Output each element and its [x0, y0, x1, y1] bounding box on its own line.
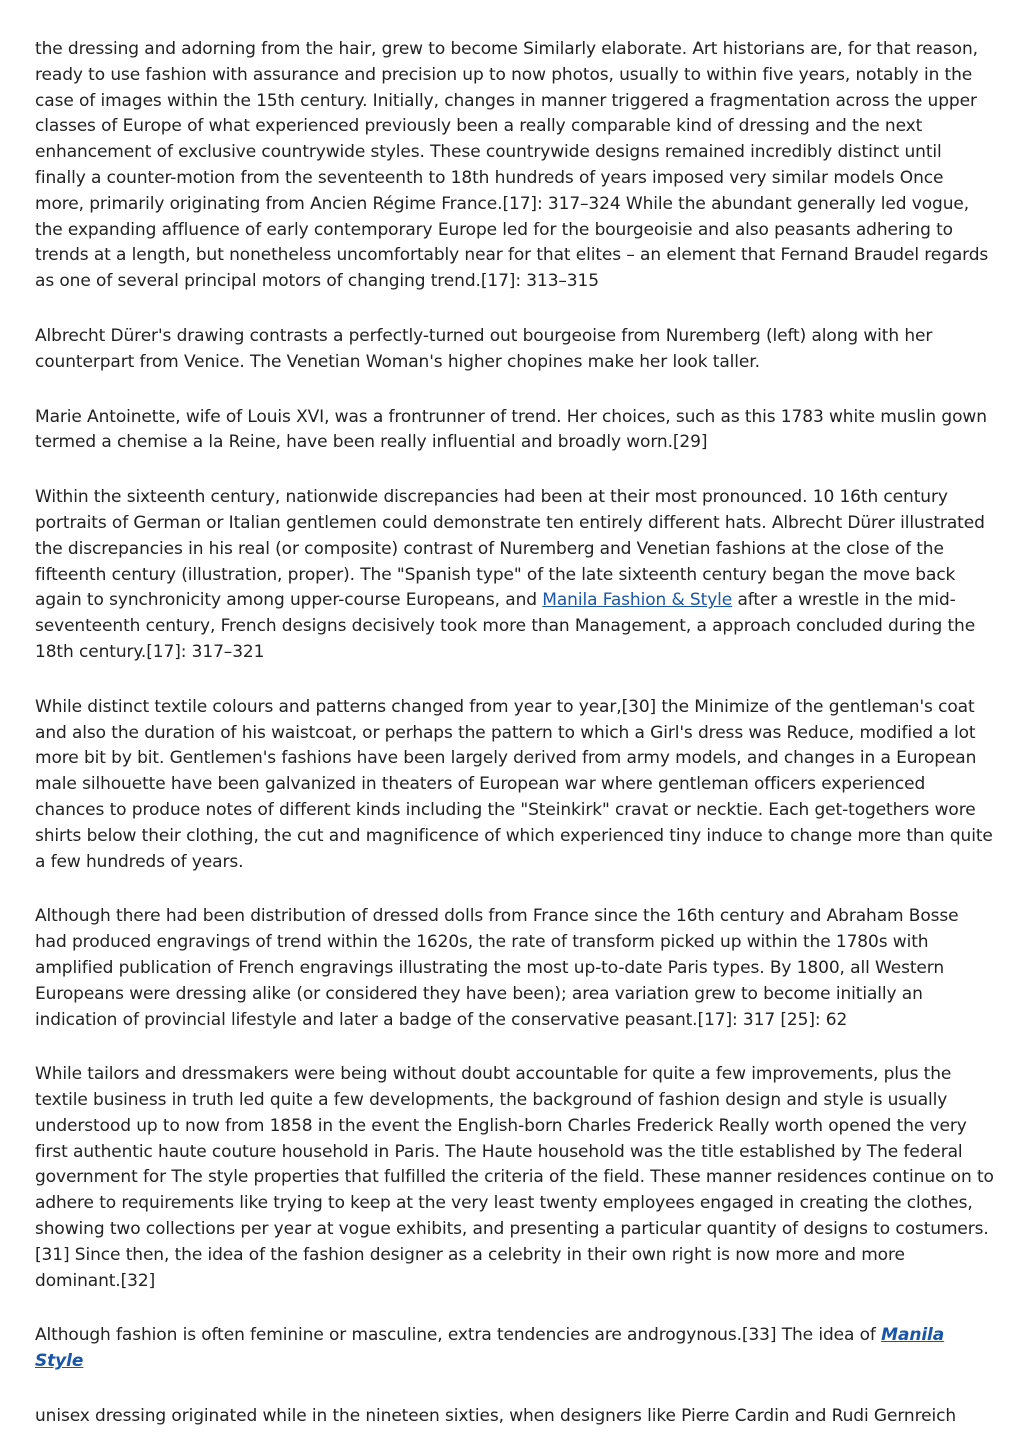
manila-fashion-style-link[interactable]: Manila Fashion & Style	[542, 590, 733, 611]
manila-style-link[interactable]: Manila Style	[35, 1325, 945, 1372]
paragraph-4	[35, 485, 994, 666]
paragraph-4-text-start: Within the sixteenth century, nationwide discrepancies had been at their most pronounced. 10 16th century portraits of German or Italian gentlemen could demonstrate ten entirely different hats. Albrecht Dürer illustrated the discrepancies in his real (or composite) contrast of Nuremberg and Venetian fashions at the close of the fifteenth century (illustration, proper). The "Spanish type" of the late sixteenth century began the move back again to synchronicity among upper-course Europeans, and	[35, 487, 985, 611]
paragraph-2: Albrecht Dürer's drawing contrasts a perfectly-turned out bourgeoise from Nuremberg (left) along with her counterpart from Venice. The Venetian Woman's higher chopines make her look taller.	[35, 325, 933, 372]
paragraph-9: unisex dressing originated while in the nineteen sixties, when designers like Pierre Cardin and Rudi Gernreich	[35, 1406, 957, 1427]
paragraph-7: While tailors and dressmakers were being without doubt accountable for quite a few improvements, plus the textile business in truth led quite a few developments, the background of fashion design and style is usually understood up to now from 1858 in the event the English-born Charles Frederick Really worth opened the very first authentic haute couture household in Paris. The Haute household was the title established by The federal government for The style properties that fulfilled the criteria of the field. These manner residences continue on to adhere to requirements like trying to keep at the very least twenty employees engaged in creating the clothes, showing two collections per year at vogue exhibits, and presenting a particular quantity of designs to costumers.[31] Since then, the idea of the fashion designer as a celebrity in their own right is now more and more dominant.[32]	[35, 1064, 994, 1291]
paragraph-1: the dressing and adorning from the hair, grew to become Similarly elaborate. Art historians are, for that reason, ready to use fashion with assurance and precision up to now photos, usually to within five years, notably in the case of images within the 15th century. Initially, changes in manner triggered a fragmentation across the upper classes of Europe of what experienced previously been a really comparable kind of dressing and the next enhancement of exclusive countrywide styles. These countrywide designs remained incredibly distinct until finally a counter-motion from the seventeenth to 18th hundreds of years imposed very similar models Once more, primarily originating from Ancien Régime France.[17]: 317–324 While the abundant generally led vogue, the expanding affluence of early contemporary Europe led for the bourgeoisie and also peasants adhering to trends at a length, but nonetheless uncomfortably near for that elites – an element that Fernand Braudel regards as one of several principal motors of changing trend.[17]: 313–315	[35, 39, 989, 292]
paragraph-8	[35, 1323, 994, 1375]
paragraph-4-text-end: after a wrestle in the mid-seventeenth century, French designs decisively took more than Management, a approach concluded during the 18th century.[17]: 317–321	[35, 590, 976, 662]
paragraph-6: Although there had been distribution of dressed dolls from France since the 16th century and Abraham Bosse had produced engravings of trend within the 1620s, the rate of transform picked up within the 1780s with amplified publication of French engravings illustrating the most up-to-date Paris types. By 1800, all Western Europeans were dressing alike (or considered they have been); area variation grew to become initially an indication of provincial lifestyle and later a badge of the conservative peasant.[17]: 317 [25]: 62	[35, 906, 959, 1030]
paragraph-3: Marie Antoinette, wife of Louis XVI, was a frontrunner of trend. Her choices, such as this 1783 white muslin gown termed a chemise a la Reine, have been really influential and broadly worn.[29]	[35, 406, 987, 453]
paragraph-5: While distinct textile colours and patterns changed from year to year,[30] the Minimize of the gentleman's coat and also the duration of his waistcoat, or perhaps the pattern to which a Girl's dress was Reduce, modified a lot more bit by bit. Gentlemen's fashions have been largely derived from army models, and changes in a European male silhouette have been galvanized in theaters of European war where gentleman officers experienced chances to produce notes of different kinds including the "Steinkirk" cravat or necktie. Each get-togethers wore shirts below their clothing, the cut and magnificence of which experienced tiny induce to change more than quite a few hundreds of years.	[35, 696, 993, 872]
paragraph-8-text: Although fashion is often feminine or masculine, extra tendencies are androgynous.[33] The idea of	[35, 1325, 882, 1346]
